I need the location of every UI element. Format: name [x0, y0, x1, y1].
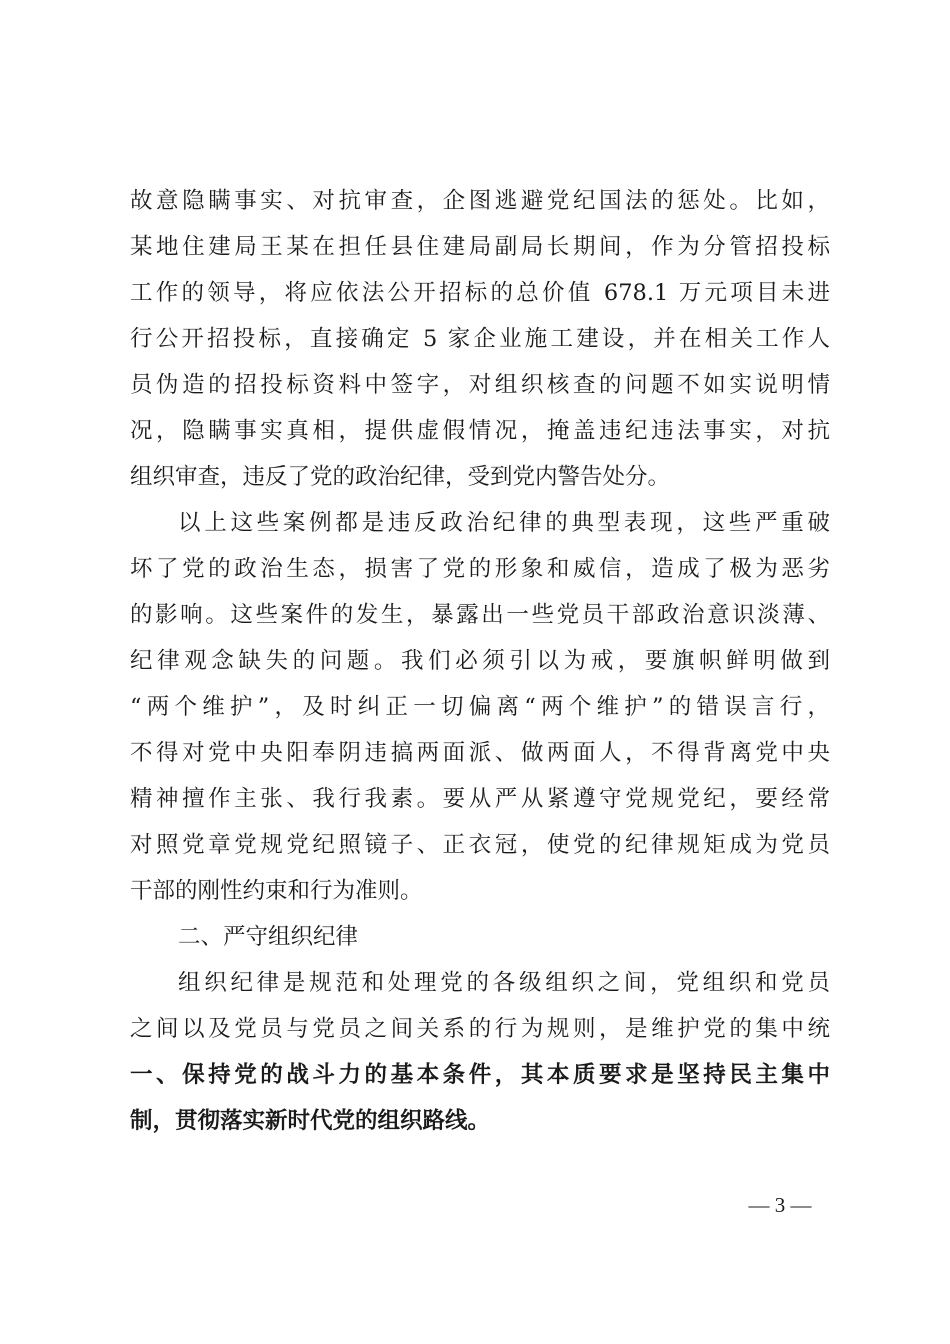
- paragraph2-line: 精神擅作主张、我行我素。要从严从紧遵守党规党纪，要经常: [130, 786, 830, 812]
- paragraph1-line: 故意隐瞒事实、对抗审查，企图逃避党纪国法的惩处。比如，: [130, 188, 830, 214]
- paragraph2-line: 纪律观念缺失的问题。我们必须引以为戒，要旗帜鲜明做到: [130, 648, 830, 674]
- paragraph1-line: 组织审查，违反了党的政治纪律，受到党内警告处分。: [130, 464, 671, 490]
- page-number: — 3 —: [748, 1193, 812, 1217]
- paragraph3-line: 组织纪律是规范和处理党的各级组织之间，党组织和党员: [178, 970, 830, 996]
- paragraph2-line: 不得对党中央阳奉阴违搞两面派、做两面人，不得背离党中央: [130, 740, 830, 766]
- section-heading: 二、严守组织纪律: [178, 924, 359, 950]
- paragraph3-line: 之间以及党员与党员之间关系的行为规则，是维护党的集中统: [130, 1016, 830, 1042]
- paragraph2-line: “两个维护”，及时纠正一切偏离“两个维护”的错误言行，: [130, 694, 830, 720]
- paragraph3-bold-line: 一、保持党的战斗力的基本条件，其本质要求是坚持民主集中: [130, 1062, 830, 1088]
- paragraph2-line: 坏了党的政治生态，损害了党的形象和威信，造成了极为恶劣: [130, 556, 830, 582]
- paragraph1-line: 况，隐瞒事实真相，提供虚假情况，掩盖违纪违法事实，对抗: [130, 418, 830, 444]
- paragraph1-line: 工作的领导，将应依法公开招标的总价值 678.1 万元项目未进: [130, 280, 830, 306]
- paragraph2-line: 的影响。这些案件的发生，暴露出一些党员干部政治意识淡薄、: [130, 602, 830, 628]
- paragraph1-line: 行公开招投标，直接确定 5 家企业施工建设，并在相关工作人: [130, 326, 830, 352]
- paragraph1-line: 某地住建局王某在担任县住建局副局长期间，作为分管招投标: [130, 234, 830, 260]
- paragraph2-line: 对照党章党规党纪照镜子、正衣冠，使党的纪律规矩成为党员: [130, 832, 830, 858]
- paragraph1-line: 员伪造的招投标资料中签字，对组织核查的问题不如实说明情: [130, 372, 830, 398]
- paragraph2-line: 干部的刚性约束和行为准则。: [130, 878, 423, 904]
- paragraph2-line: 以上这些案例都是违反政治纪律的典型表现，这些严重破: [178, 510, 830, 536]
- paragraph3-bold-line: 制，贯彻落实新时代党的组织路线。: [130, 1108, 491, 1134]
